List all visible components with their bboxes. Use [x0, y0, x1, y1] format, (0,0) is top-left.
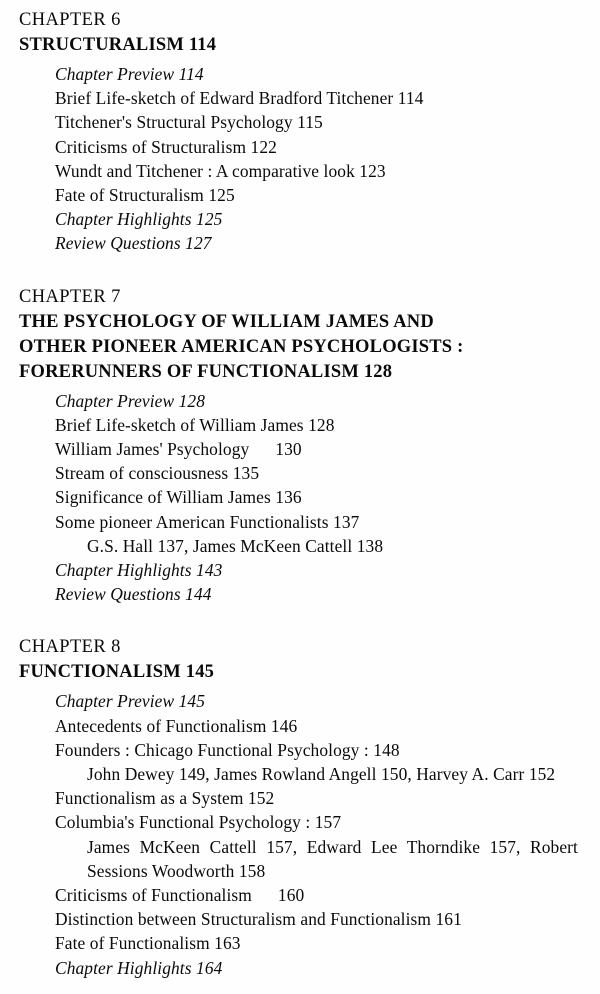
toc-entry[interactable] — [55, 558, 578, 582]
toc-entry[interactable] — [55, 810, 578, 834]
toc-entry-page-number: 160 — [277, 885, 305, 906]
toc-entry[interactable] — [55, 413, 578, 437]
toc-entry-page-number: 130 — [275, 439, 302, 460]
toc-entry-text: Brief Life-sketch of William James 128 — [55, 414, 335, 435]
toc-entry-text: Fate of Functionalism 163 — [55, 933, 241, 954]
toc-entry-text: Brief Life-sketch of Edward Bradford Titchener 114 — [55, 88, 424, 109]
chapter-title-line: FUNCTIONALISM 145 — [19, 662, 215, 683]
toc-entry[interactable] — [55, 86, 578, 110]
toc-entry[interactable] — [55, 883, 578, 907]
toc-entry[interactable] — [55, 389, 578, 413]
chapter-title-line: OTHER PIONEER AMERICAN PSYCHOLOGISTS : — [19, 336, 464, 357]
toc-entry-text: Chapter Highlights 143 — [55, 560, 223, 581]
toc-entry[interactable] — [87, 762, 578, 786]
toc-entry[interactable] — [55, 582, 578, 606]
chapter-title — [19, 660, 578, 685]
chapter-entry-list — [19, 389, 578, 607]
toc-entry-text: Chapter Preview 128 — [55, 390, 206, 411]
toc-entry[interactable] — [55, 62, 578, 86]
toc-entry-text: Stream of consciousness 135 — [55, 463, 260, 484]
chapter-title-line: STRUCTURALISM 114 — [19, 35, 217, 55]
toc-entry[interactable] — [55, 231, 578, 255]
toc-entry-text: Distinction between Structuralism and Functionalism 161 — [55, 909, 462, 930]
toc-entry-text: Review Questions 144 — [55, 584, 212, 605]
chapter-entry-list — [19, 62, 578, 256]
toc-entry-text: Titchener's Structural Psychology 115 — [55, 112, 323, 133]
toc-entry[interactable] — [55, 461, 578, 485]
toc-entry-text: Review Questions 127 — [55, 233, 212, 254]
toc-entry-text: Founders : Chicago Functional Psychology : 148 — [55, 739, 400, 760]
toc-entry[interactable] — [55, 689, 578, 713]
toc-entry-text: Chapter Highlights 164 — [55, 957, 223, 978]
toc-entry-text: Significance of William James 136 — [55, 487, 302, 508]
chapter-title-line: THE PSYCHOLOGY OF WILLIAM JAMES AND — [19, 311, 434, 332]
chapter-entry-list — [19, 689, 578, 979]
toc-entry-text: Chapter Preview 145 — [55, 691, 206, 712]
toc-entry-text: Chapter Highlights 125 — [55, 209, 223, 230]
toc-entry[interactable] — [87, 835, 578, 883]
toc-entry[interactable] — [55, 510, 578, 534]
toc-entry[interactable] — [55, 738, 578, 762]
chapter-title — [19, 310, 578, 385]
toc-entry-text: John Dewey 149, James Rowland Angell 150, Harvey A. Carr 152 — [87, 764, 556, 785]
chapter-block — [19, 8, 578, 256]
chapter-label: CHAPTER 8 — [19, 637, 121, 658]
toc-entry-text: Fate of Structuralism 125 — [55, 185, 235, 206]
chapter-block — [19, 635, 578, 979]
chapter-title-line: FORERUNNERS OF FUNCTIONALISM 128 — [19, 361, 393, 382]
toc-entry[interactable] — [55, 135, 578, 159]
toc-entry-text: Criticisms of Functionalism — [55, 885, 252, 906]
chapter-block — [19, 285, 578, 607]
toc-entry-text: Criticisms of Structuralism 122 — [55, 136, 277, 157]
toc-entry-text: Wundt and Titchener : A comparative look 123 — [55, 160, 386, 181]
toc-entry[interactable] — [55, 956, 578, 980]
toc-entry[interactable] — [55, 159, 578, 183]
chapter-label: CHAPTER 7 — [19, 286, 121, 307]
chapter-title — [19, 33, 578, 58]
toc-entry[interactable] — [55, 714, 578, 738]
toc-entry-text: G.S. Hall 137, James McKeen Cattell 138 — [87, 535, 384, 556]
toc-entry[interactable] — [55, 110, 578, 134]
toc-entry[interactable] — [55, 437, 578, 461]
toc-entry[interactable] — [55, 207, 578, 231]
toc-entry-text: William James' Psychology — [55, 439, 250, 460]
toc-entry-text: Some pioneer American Functionalists 137 — [55, 511, 360, 532]
toc-entry-text: Chapter Preview 114 — [55, 64, 204, 84]
toc-entry-text: James McKeen Cattell 157, Edward Lee Thorndike 157, Robert Sessions Woodworth 158 — [87, 836, 578, 881]
toc-entry[interactable] — [55, 485, 578, 509]
toc-entry[interactable] — [55, 183, 578, 207]
toc-entry-text: Functionalism as a System 152 — [55, 788, 275, 809]
toc-entry[interactable] — [55, 786, 578, 810]
toc-entry[interactable] — [87, 534, 578, 558]
toc-entry[interactable] — [55, 931, 578, 955]
toc-entry-text: Antecedents of Functionalism 146 — [55, 715, 298, 736]
toc-entry[interactable] — [55, 907, 578, 931]
toc-entry-text: Columbia's Functional Psychology : 157 — [55, 812, 342, 833]
chapter-label: CHAPTER 6 — [19, 10, 121, 30]
